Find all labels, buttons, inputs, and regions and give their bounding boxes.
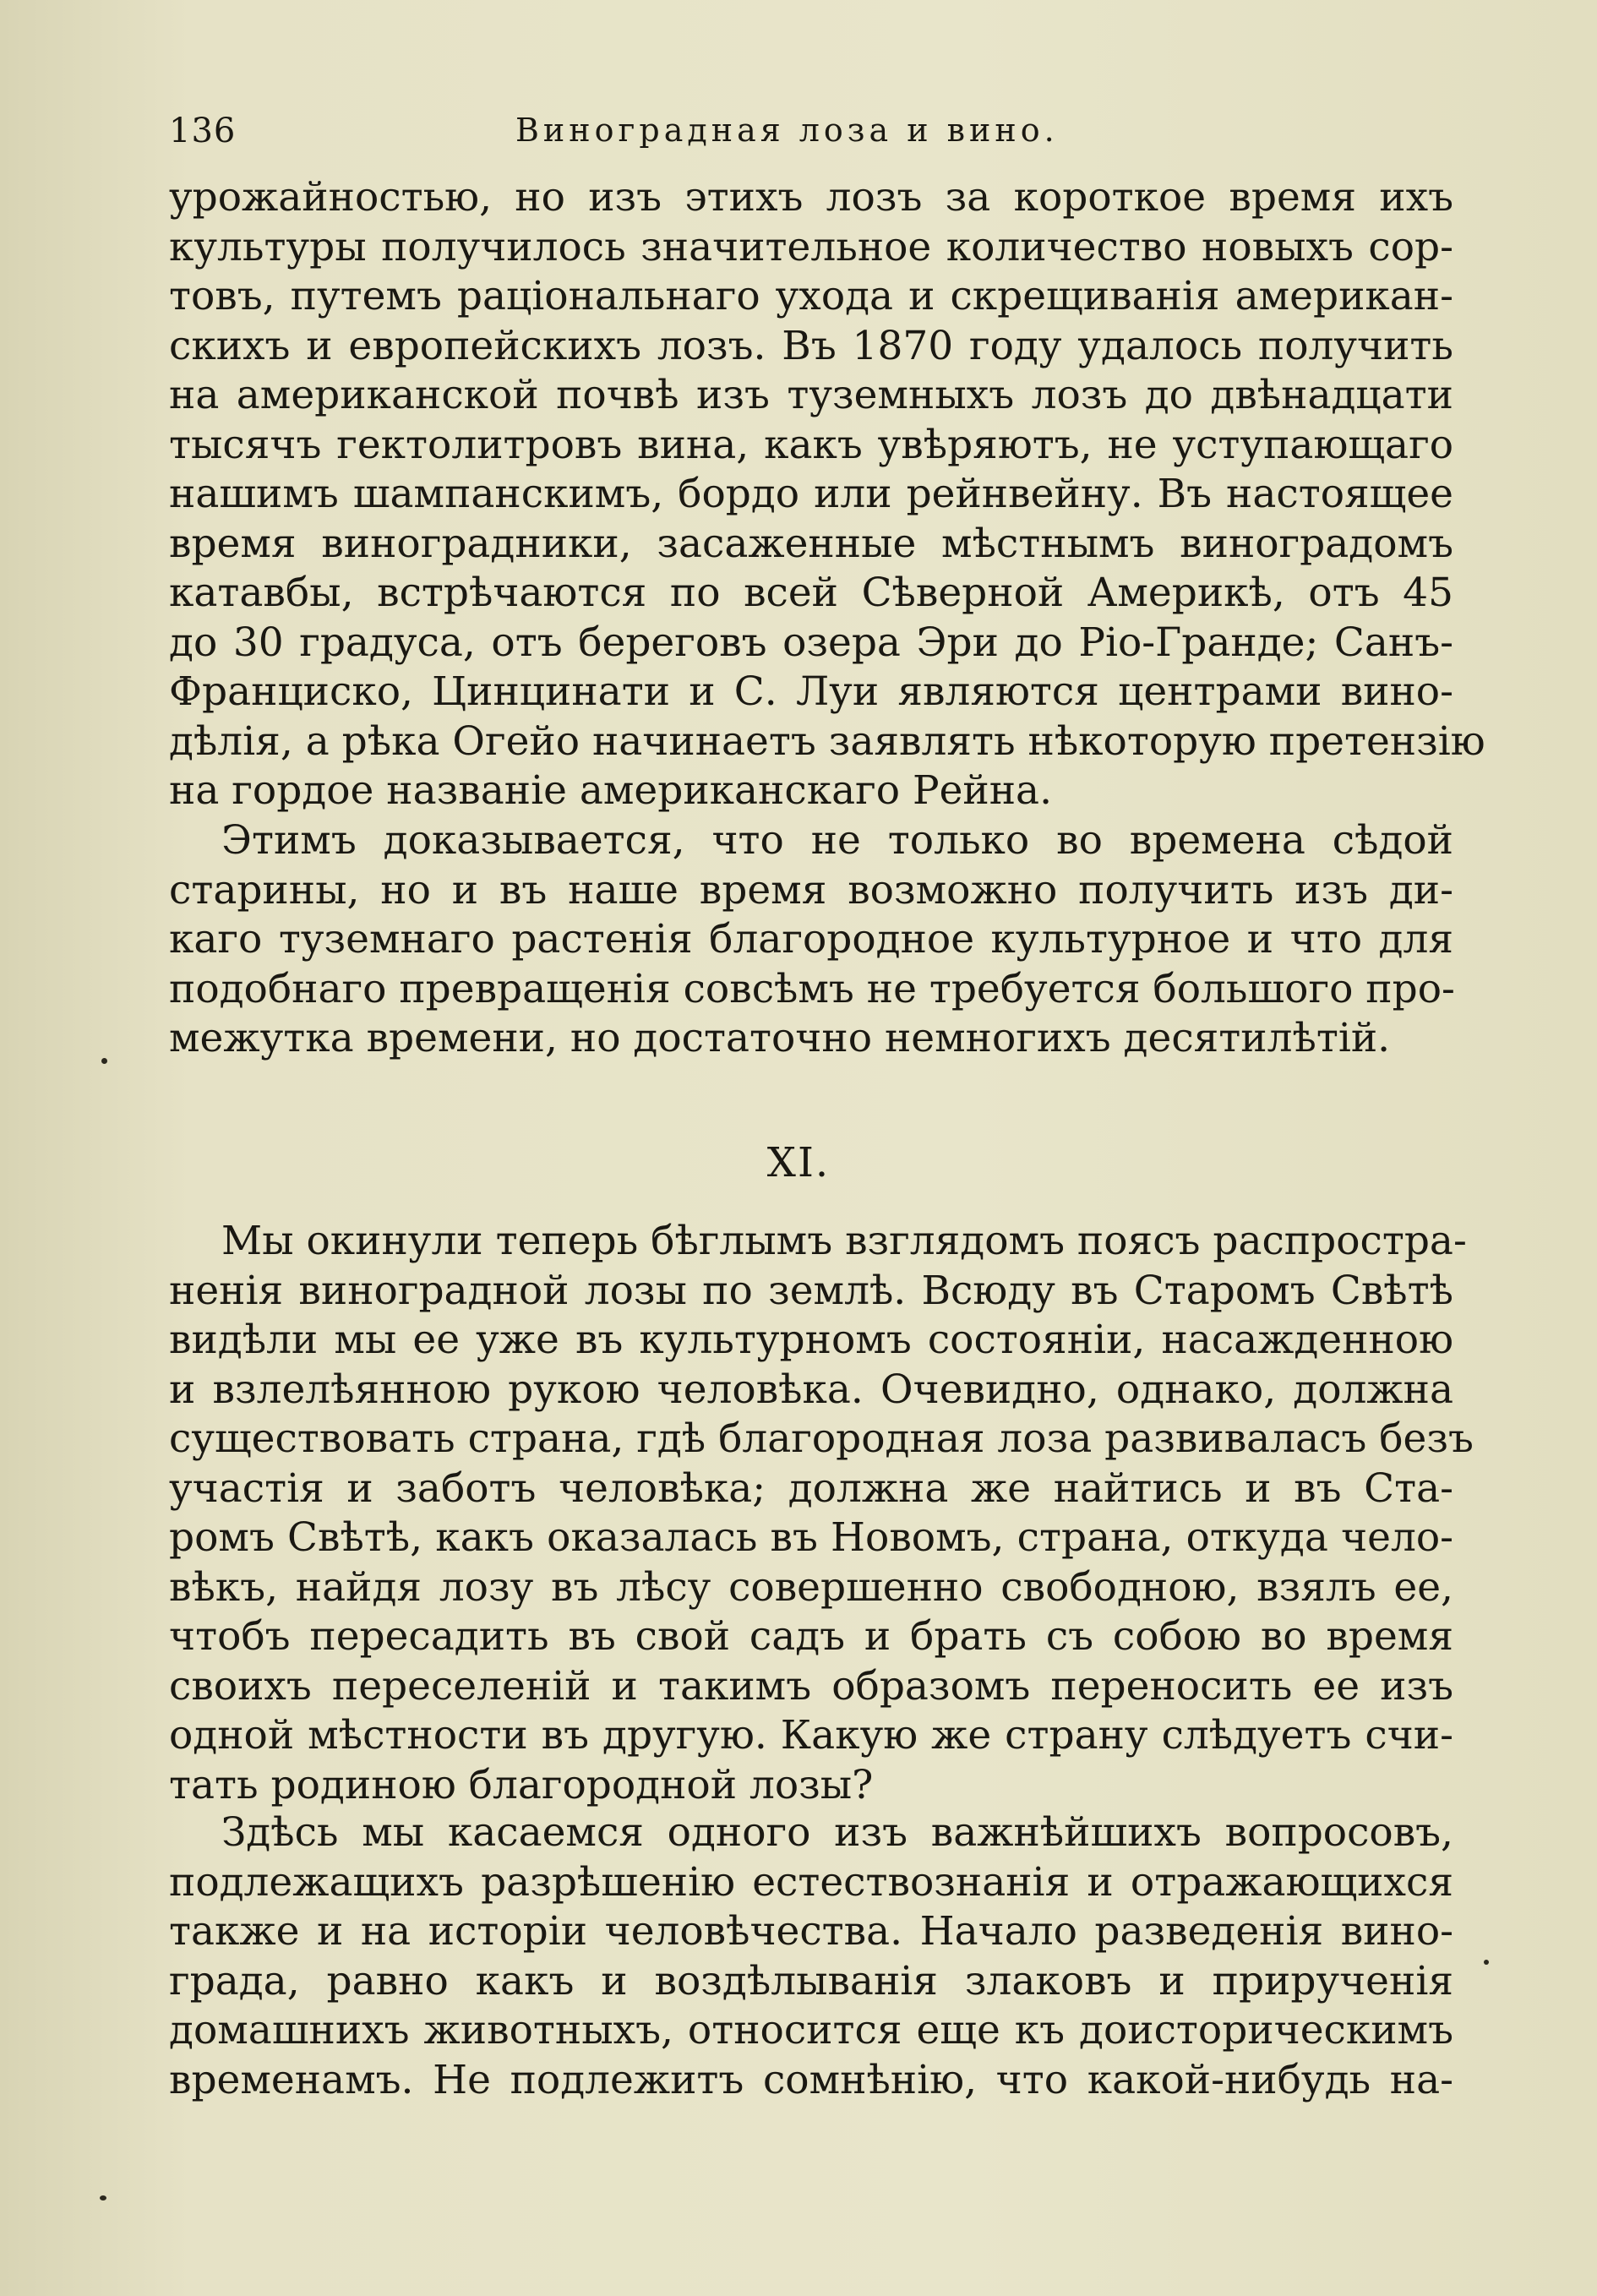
text-line: одной мѣстности въ другую. Какую же страну слѣдуетъ счи- — [169, 1712, 1453, 1759]
text-line: катавбы, встрѣчаются по всей Сѣверной Америкѣ, отъ 45 — [169, 570, 1453, 616]
page-number: 136 — [169, 112, 237, 150]
text-line: старины, но и въ наше время возможно получить изъ ди- — [169, 866, 1453, 913]
paragraph-4 — [169, 1808, 1453, 2105]
text-line: нашимъ шампанскимъ, бордо или рейнвейну. Въ настоящее — [169, 471, 1453, 517]
text-line: межутка времени, но достаточно немногихъ десятилѣтій. — [169, 1015, 1391, 1061]
section-heading: XI. — [766, 1139, 831, 1186]
print-speck — [100, 2195, 106, 2201]
text-line: ромъ Свѣтѣ, какъ оказалась въ Новомъ, страна, откуда чело- — [169, 1514, 1453, 1561]
text-line: также и на исторіи человѣчества. Начало разведенія вино- — [169, 1908, 1453, 1955]
text-line: видѣли мы ее уже въ культурномъ состояніи, насажденною — [169, 1317, 1453, 1363]
text-line: домашнихъ животныхъ, относится еще къ доисторическимъ — [169, 2007, 1453, 2053]
running-title: Виноградная лоза и вино. — [515, 112, 1059, 149]
text-line: подобнаго превращенія совсѣмъ не требуется большого про- — [169, 965, 1455, 1012]
text-line: своихъ переселеній и такимъ образомъ переносить ее изъ — [169, 1662, 1453, 1710]
text-line: до 30 градуса, отъ береговъ озера Эри до Ріо-Гранде; Санъ- — [169, 619, 1453, 666]
text-line: каго туземнаго растенія благородное культурное и что для — [169, 916, 1453, 963]
text-line: на американской почвѣ изъ туземныхъ лозъ до двѣнадцати — [169, 372, 1453, 418]
page-header — [169, 108, 1470, 159]
text-line: на гордое названіе американскаго Рейна. — [169, 767, 1053, 814]
text-line: время виноградники, засаженные мѣстнымъ виноградомъ — [169, 520, 1453, 567]
text-line: товъ, путемъ раціональнаго ухода и скрещиванія американ- — [169, 273, 1453, 319]
text-line: подлежащихъ разрѣшенію естествознанія и отражающихся — [169, 1858, 1453, 1906]
text-line: тысячъ гектолитровъ вина, какъ увѣряютъ, не уступающаго — [169, 421, 1453, 468]
print-speck — [1484, 1960, 1489, 1965]
text-line: Этимъ доказывается, что не только во времена сѣдой — [221, 817, 1453, 864]
paragraph-1 — [169, 173, 1485, 816]
text-line: Мы окинули теперь бѣглымъ взглядомъ поясъ распростра- — [221, 1218, 1467, 1264]
text-line: дѣлія, а рѣка Огейо начинаетъ заявлять нѣкоторую претензію — [169, 717, 1485, 765]
text-line: урожайностью, но изъ этихъ лозъ за короткое время ихъ — [169, 174, 1453, 221]
paragraph-2 — [169, 816, 1453, 1064]
text-line: культуры получилось значительное количество новыхъ сор- — [169, 223, 1453, 270]
text-line: вѣкъ, найдя лозу въ лѣсу совершенно свободною, взялъ ее, — [169, 1563, 1453, 1611]
text-line: скихъ и европейскихъ лозъ. Въ 1870 году удалось получить — [169, 322, 1453, 369]
text-line: чтобъ пересадить въ свой садъ и брать съ собою во время — [169, 1613, 1453, 1660]
text-line: и взлелѣянною рукою человѣка. Очевидно, однако, должна — [169, 1366, 1453, 1413]
text-line: участія и заботъ человѣка; должна же найтись и въ Ста- — [169, 1464, 1453, 1512]
text-line: Здѣсь мы касаемся одного изъ важнѣйшихъ вопросовъ, — [221, 1809, 1453, 1856]
text-line: тать родиною благородной лозы? — [169, 1761, 874, 1808]
print-speck — [101, 1058, 107, 1064]
text-line: существовать страна, гдѣ благородная лоза развиваласъ безъ — [169, 1415, 1474, 1462]
paragraph-3 — [169, 1217, 1474, 1810]
text-line: града, равно какъ и воздѣлыванія злаковъ и прирученія — [169, 1957, 1453, 2004]
text-line: Франциско, Цинцинати и С. Луи являются центрами вино- — [169, 668, 1453, 715]
text-line: ненія виноградной лозы по землѣ. Всюду въ Старомъ Свѣтѣ — [169, 1267, 1453, 1314]
text-line: временамъ. Не подлежитъ сомнѣнію, что какой-нибудь на- — [169, 2056, 1453, 2103]
